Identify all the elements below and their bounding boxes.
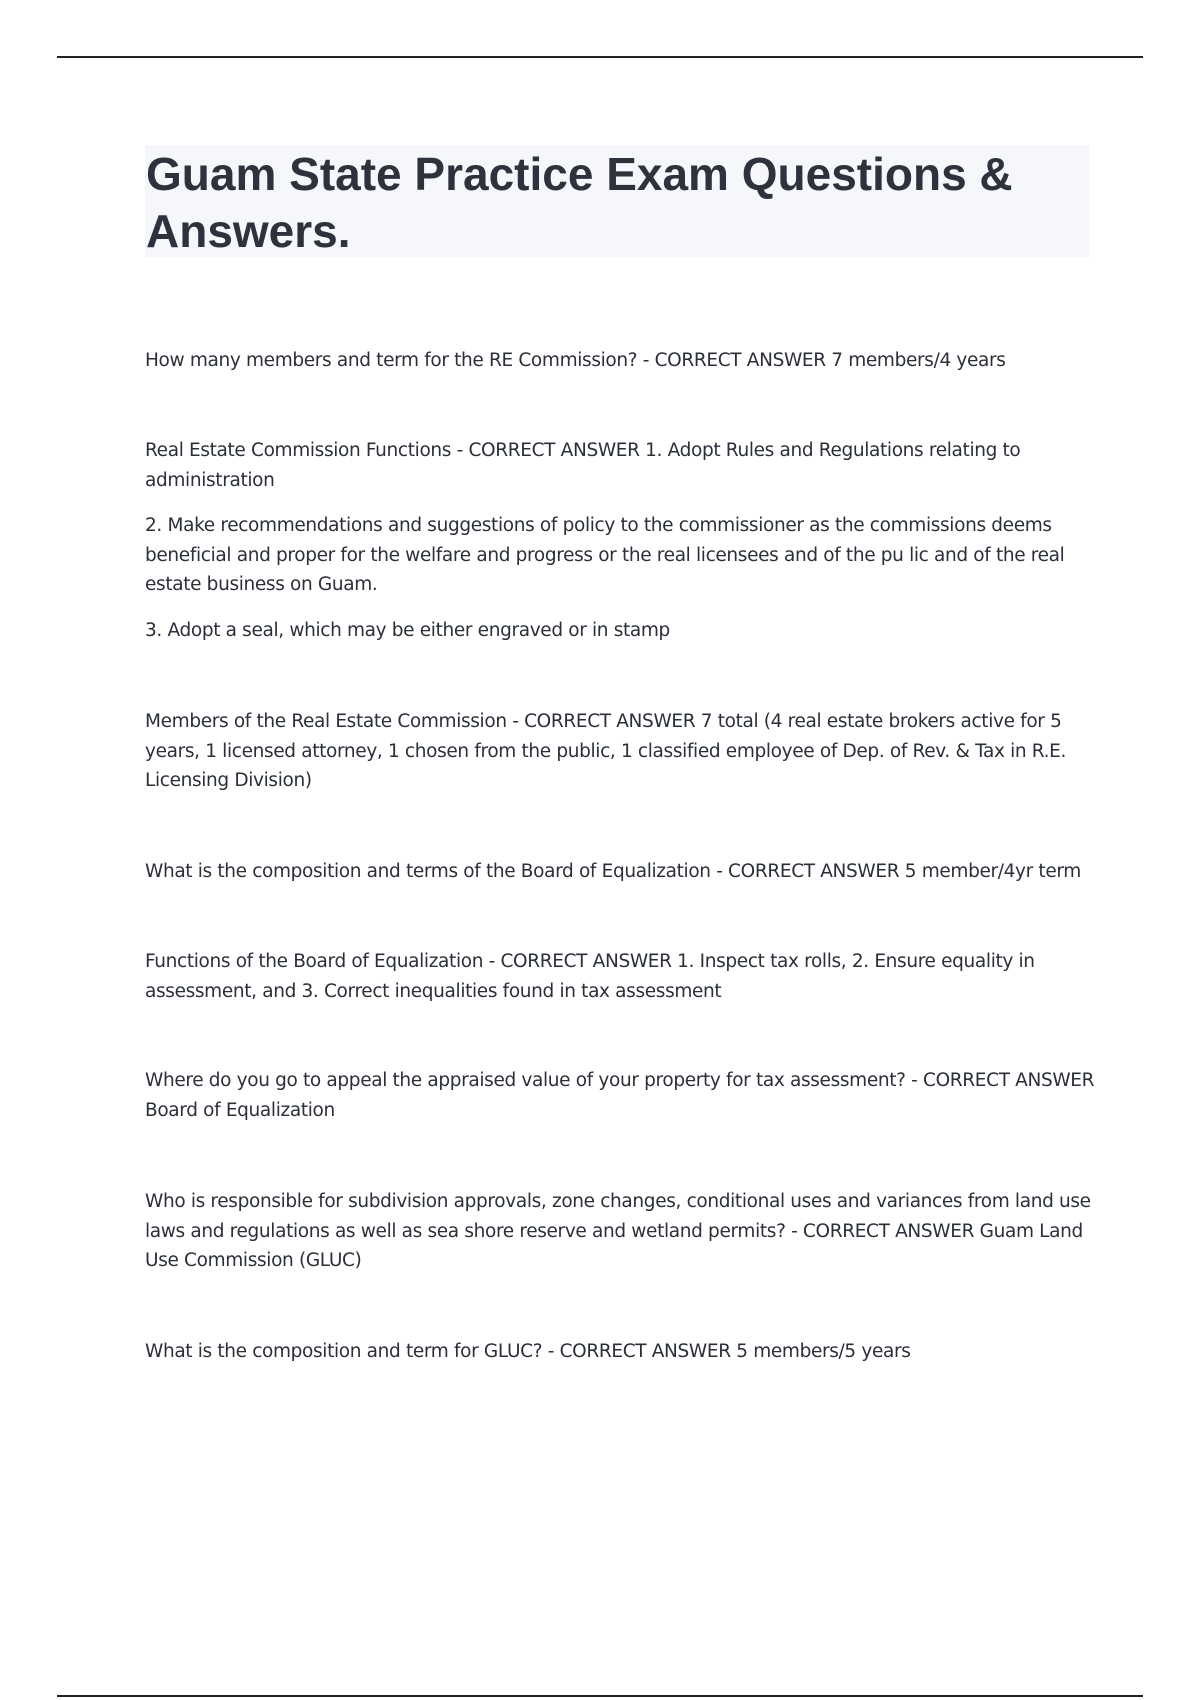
qa-item-re-commission-members	[145, 346, 1095, 376]
qa-text: How many members and term for the RE Commission? - CORRECT ANSWER 7 members/4 years	[145, 350, 1006, 371]
bottom-rule	[57, 1695, 1143, 1697]
qa-text: Members of the Real Estate Commission - CORRECT ANSWER 7 total (4 real estate brokers active for 5 years, 1 licensed attorney, 1 chosen from the public, 1 classified employee of Dep. of Rev. & Tax in R.E. Licensing Division)	[145, 711, 1067, 791]
qa-text: Who is responsible for subdivision approvals, zone changes, conditional uses and variances from land use laws and regulations as well as sea shore reserve and wetland permits? - CORRECT ANSWER Guam Land Use Commission (GLUC)	[145, 1191, 1091, 1271]
qa-item-re-commission-composition	[145, 707, 1095, 796]
qa-item-re-commission-functions	[145, 436, 1095, 645]
qa-text: 3. Adopt a seal, which may be either engraved or in stamp	[145, 619, 670, 641]
qa-item-gluc-composition	[145, 1337, 1095, 1367]
qa-item-gluc-responsibility	[145, 1187, 1095, 1276]
qa-text: Real Estate Commission Functions - CORRECT ANSWER 1. Adopt Rules and Regulations relating to administration	[145, 440, 1021, 491]
qa-text: Where do you go to appeal the appraised value of your property for tax assessment? - CORRECT ANSWER Board of Equalization	[145, 1070, 1095, 1121]
page-title: Guam State Practice Exam Questions & Answers.	[146, 148, 1013, 257]
qa-item-board-equalization-functions	[145, 947, 1095, 1006]
top-rule	[57, 56, 1143, 58]
qa-item-board-equalization-terms	[145, 857, 1095, 887]
qa-text: Functions of the Board of Equalization - CORRECT ANSWER 1. Inspect tax rolls, 2. Ensure equality in assessment, and 3. Correct inequalities found in tax assessment	[145, 951, 1035, 1002]
qa-item-appeal-appraised-value	[145, 1066, 1095, 1125]
qa-text: What is the composition and terms of the Board of Equalization - CORRECT ANSWER 5 member/4yr term	[145, 861, 1081, 882]
qa-text: 2. Make recommendations and suggestions of policy to the commissioner as the commissions deems beneficial and proper for the welfare and progress or the real licensees and of the pu lic and of the real estate business on Guam.	[145, 515, 1065, 595]
qa-text: What is the composition and term for GLUC? - CORRECT ANSWER 5 members/5 years	[145, 1341, 911, 1362]
